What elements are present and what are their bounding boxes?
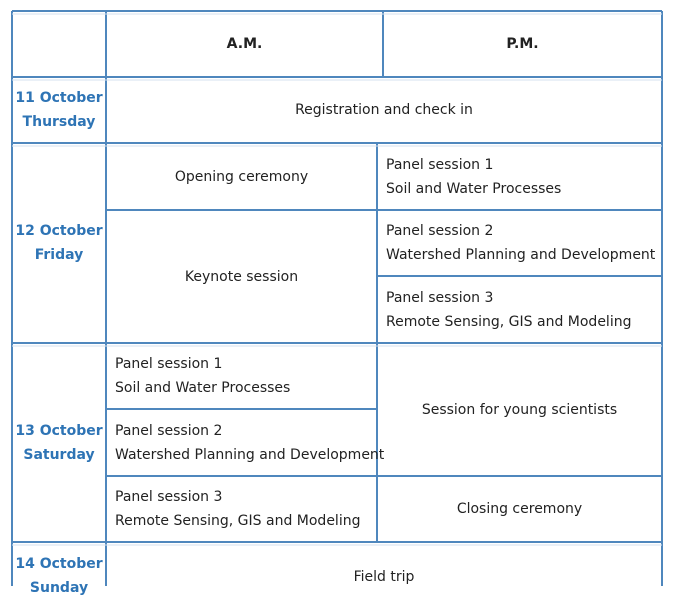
session-topic: Soil and Water Processes <box>386 180 562 197</box>
day-cell-14-october <box>12 542 106 596</box>
opening-ceremony-cell <box>106 143 377 210</box>
session-title: Panel session 2 <box>386 223 494 239</box>
session-topic: Remote Sensing, GIS and Modeling <box>386 313 632 330</box>
keynote-session-cell <box>106 210 377 343</box>
panel-session-cell <box>377 143 662 210</box>
field-trip-cell <box>106 542 662 586</box>
panel-session-cell <box>377 210 662 276</box>
session-label: Closing ceremony <box>456 501 583 517</box>
session-title: Panel session 1 <box>386 156 494 173</box>
session-topic: Soil and Water Processes <box>115 380 291 396</box>
session-title: Panel session 2 <box>115 422 223 439</box>
day-date: 13 October <box>15 422 103 439</box>
day-date: 12 October <box>15 223 103 239</box>
session-label: Session for young scientists <box>421 401 618 418</box>
session-label: Field trip <box>353 569 415 585</box>
day-weekday: Sunday <box>29 580 89 596</box>
header-am-label: A.M. <box>226 36 263 52</box>
header-pm <box>383 11 662 77</box>
panel-session-cell <box>106 343 377 409</box>
session-label: Keynote session <box>184 268 299 285</box>
day-weekday: Friday <box>34 247 84 263</box>
session-topic: Watershed Planning and Development <box>386 247 656 263</box>
day-weekday: Thursday <box>22 114 96 130</box>
registration-cell <box>106 77 662 143</box>
session-label: Opening ceremony <box>174 168 309 185</box>
day-cell-11-october <box>12 77 106 143</box>
session-label: Registration and check in <box>295 102 473 118</box>
panel-session-cell <box>106 476 377 542</box>
day-date: 14 October <box>15 556 103 572</box>
day-cell-13-october <box>12 343 106 542</box>
day-cell-12-october <box>12 143 106 343</box>
session-title: Panel session 3 <box>115 489 223 505</box>
header-am <box>106 11 383 77</box>
day-weekday: Saturday <box>23 446 95 463</box>
session-topic: Remote Sensing, GIS and Modeling <box>115 513 361 529</box>
panel-session-cell <box>377 276 662 343</box>
session-title: Panel session 1 <box>115 356 223 372</box>
session-title: Panel session 3 <box>386 289 494 306</box>
young-scientists-session-cell <box>377 343 662 476</box>
panel-session-cell <box>106 409 385 476</box>
day-date: 11 October <box>15 90 103 106</box>
session-topic: Watershed Planning and Development <box>115 446 385 463</box>
header-pm-label: P.M. <box>506 36 539 52</box>
closing-ceremony-cell <box>377 476 662 542</box>
